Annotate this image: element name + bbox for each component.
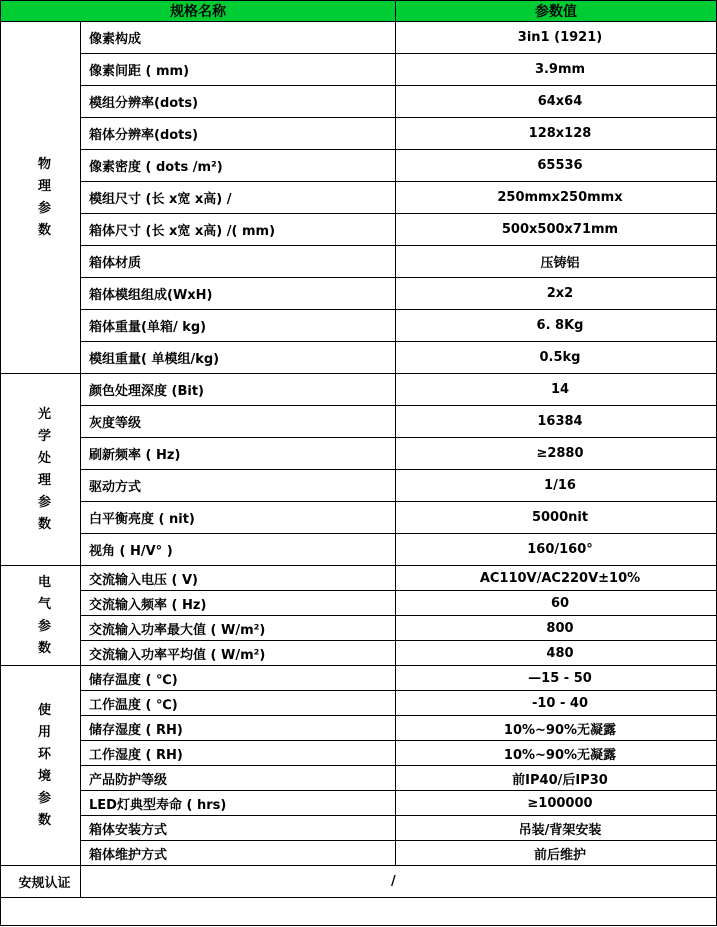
spec-value: 2x2	[396, 278, 717, 310]
spec-value: 128x128	[396, 118, 717, 150]
table-row	[1, 666, 717, 691]
spec-value: 5000nit	[396, 502, 717, 534]
table-row	[1, 438, 717, 470]
spec-label: 箱体安装方式	[81, 816, 396, 841]
category-cell	[1, 374, 81, 566]
header-row	[1, 1, 717, 22]
spec-label: 像素密度 ( dots /m²)	[81, 150, 396, 182]
spec-label: 储存温度 ( ℃)	[81, 666, 396, 691]
category-cell	[1, 666, 81, 866]
spec-label: 刷新频率 ( Hz)	[81, 438, 396, 470]
spec-value: ≥2880	[396, 438, 717, 470]
blank-row	[1, 898, 717, 926]
table-row	[1, 118, 717, 150]
spec-label: 模组重量( 单模组/kg)	[81, 342, 396, 374]
spec-label: 箱体重量(单箱/ kg)	[81, 310, 396, 342]
certification-value: /	[81, 866, 717, 898]
spec-value: 10%~90%无凝露	[396, 716, 717, 741]
table-row	[1, 791, 717, 816]
table-row	[1, 641, 717, 666]
certification-row	[1, 866, 717, 898]
spec-label: 驱动方式	[81, 470, 396, 502]
spec-value: 前IP40/后IP30	[396, 766, 717, 791]
category-cell	[1, 566, 81, 666]
spec-value: 16384	[396, 406, 717, 438]
spec-label: 工作温度 ( ℃)	[81, 691, 396, 716]
table-row	[1, 374, 717, 406]
spec-label: 储存湿度 ( RH)	[81, 716, 396, 741]
table-row	[1, 691, 717, 716]
category-label: 电 气 参 数	[37, 574, 51, 656]
spec-label: 箱体维护方式	[81, 841, 396, 866]
spec-value: -10 - 40	[396, 691, 717, 716]
category-label: 使 用 环 境 参 数	[37, 702, 51, 828]
spec-label: 像素间距 ( mm)	[81, 54, 396, 86]
spec-label: 箱体材质	[81, 246, 396, 278]
spec-table-body	[1, 1, 717, 926]
table-row	[1, 310, 717, 342]
table-row	[1, 616, 717, 641]
spec-value: 14	[396, 374, 717, 406]
spec-value: 800	[396, 616, 717, 641]
spec-value: 10%~90%无凝露	[396, 741, 717, 766]
spec-label: 箱体模组组成(WxH)	[81, 278, 396, 310]
table-row	[1, 566, 717, 591]
table-row	[1, 534, 717, 566]
spec-value: 60	[396, 591, 717, 616]
table-row	[1, 86, 717, 118]
table-row	[1, 741, 717, 766]
spec-label: 交流输入功率最大值 ( W/m²)	[81, 616, 396, 641]
spec-value: 64x64	[396, 86, 717, 118]
spec-label: 模组尺寸 (长 x宽 x高) /	[81, 182, 396, 214]
spec-label: 产品防护等级	[81, 766, 396, 791]
spec-label: 工作湿度 ( RH)	[81, 741, 396, 766]
spec-label: 箱体尺寸 (长 x宽 x高) /( mm)	[81, 214, 396, 246]
certification-label: 安规认证	[1, 866, 81, 898]
spec-label: 箱体分辨率(dots)	[81, 118, 396, 150]
table-row	[1, 406, 717, 438]
spec-label: 像素构成	[81, 22, 396, 54]
blank-cell	[1, 898, 717, 926]
table-row	[1, 716, 717, 741]
spec-label: 视角 ( H/V° )	[81, 534, 396, 566]
spec-label: 交流输入电压 ( V)	[81, 566, 396, 591]
spec-value: ≥100000	[396, 791, 717, 816]
category-label: 光 学 处 理 参 数	[37, 406, 51, 532]
table-row	[1, 470, 717, 502]
table-row	[1, 816, 717, 841]
spec-value: 160/160°	[396, 534, 717, 566]
spec-value: 3in1 (1921)	[396, 22, 717, 54]
table-row	[1, 502, 717, 534]
table-row	[1, 22, 717, 54]
spec-label: 白平衡亮度 ( nit)	[81, 502, 396, 534]
table-row	[1, 150, 717, 182]
table-row	[1, 214, 717, 246]
table-row	[1, 278, 717, 310]
spec-value: —15 - 50	[396, 666, 717, 691]
spec-value: 6. 8Kg	[396, 310, 717, 342]
category-cell	[1, 22, 81, 374]
spec-value: 65536	[396, 150, 717, 182]
category-label: 物 理 参 数	[37, 156, 51, 238]
table-row	[1, 841, 717, 866]
spec-value: 3.9mm	[396, 54, 717, 86]
table-row	[1, 54, 717, 86]
spec-label: 交流输入频率 ( Hz)	[81, 591, 396, 616]
spec-label: 灰度等级	[81, 406, 396, 438]
table-row	[1, 342, 717, 374]
table-row	[1, 766, 717, 791]
header-value: 参数值	[396, 1, 717, 22]
spec-label: 交流输入功率平均值 ( W/m²)	[81, 641, 396, 666]
spec-value: 0.5kg	[396, 342, 717, 374]
table-row	[1, 182, 717, 214]
spec-value: 250mmx250mmx	[396, 182, 717, 214]
spec-label: 颜色处理深度 (Bit)	[81, 374, 396, 406]
table-row	[1, 591, 717, 616]
spec-value: 500x500x71mm	[396, 214, 717, 246]
spec-value: 压铸铝	[396, 246, 717, 278]
spec-label: LED灯典型寿命 ( hrs)	[81, 791, 396, 816]
spec-value: 吊装/背架安装	[396, 816, 717, 841]
table-row	[1, 246, 717, 278]
spec-value: 1/16	[396, 470, 717, 502]
spec-label: 模组分辨率(dots)	[81, 86, 396, 118]
header-name: 规格名称	[1, 1, 396, 22]
spec-value: 480	[396, 641, 717, 666]
spec-value: AC110V/AC220V±10%	[396, 566, 717, 591]
spec-value: 前后维护	[396, 841, 717, 866]
